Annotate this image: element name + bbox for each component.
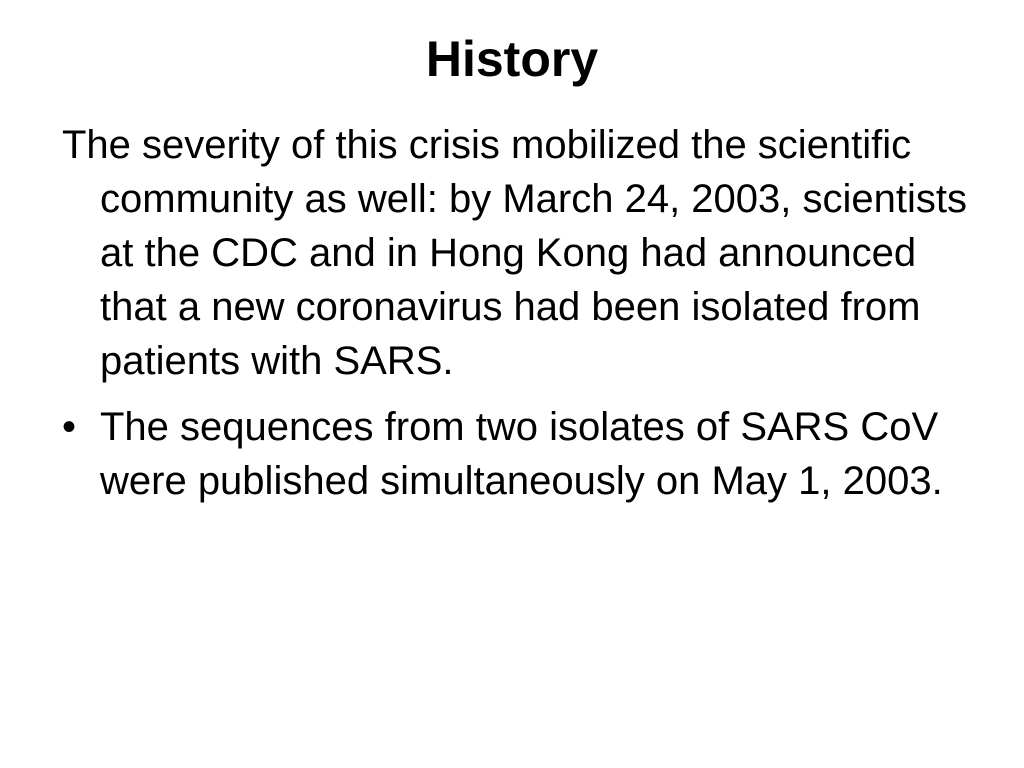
bullet-text: The sequences from two isolates of SARS CoV were published simultaneously on May 1, 2003. — [100, 405, 943, 503]
body-paragraph: The severity of this crisis mobilized the scientific community as well: by March 24, 2003, scientists at the CDC and in Hong Kong had announced that a new coronavirus had been isolated from patients with SARS. — [62, 123, 968, 383]
bullet-icon: • — [62, 405, 77, 449]
slide-title: History — [425, 31, 599, 87]
slide-body — [62, 118, 972, 508]
bullet-item — [62, 400, 972, 508]
